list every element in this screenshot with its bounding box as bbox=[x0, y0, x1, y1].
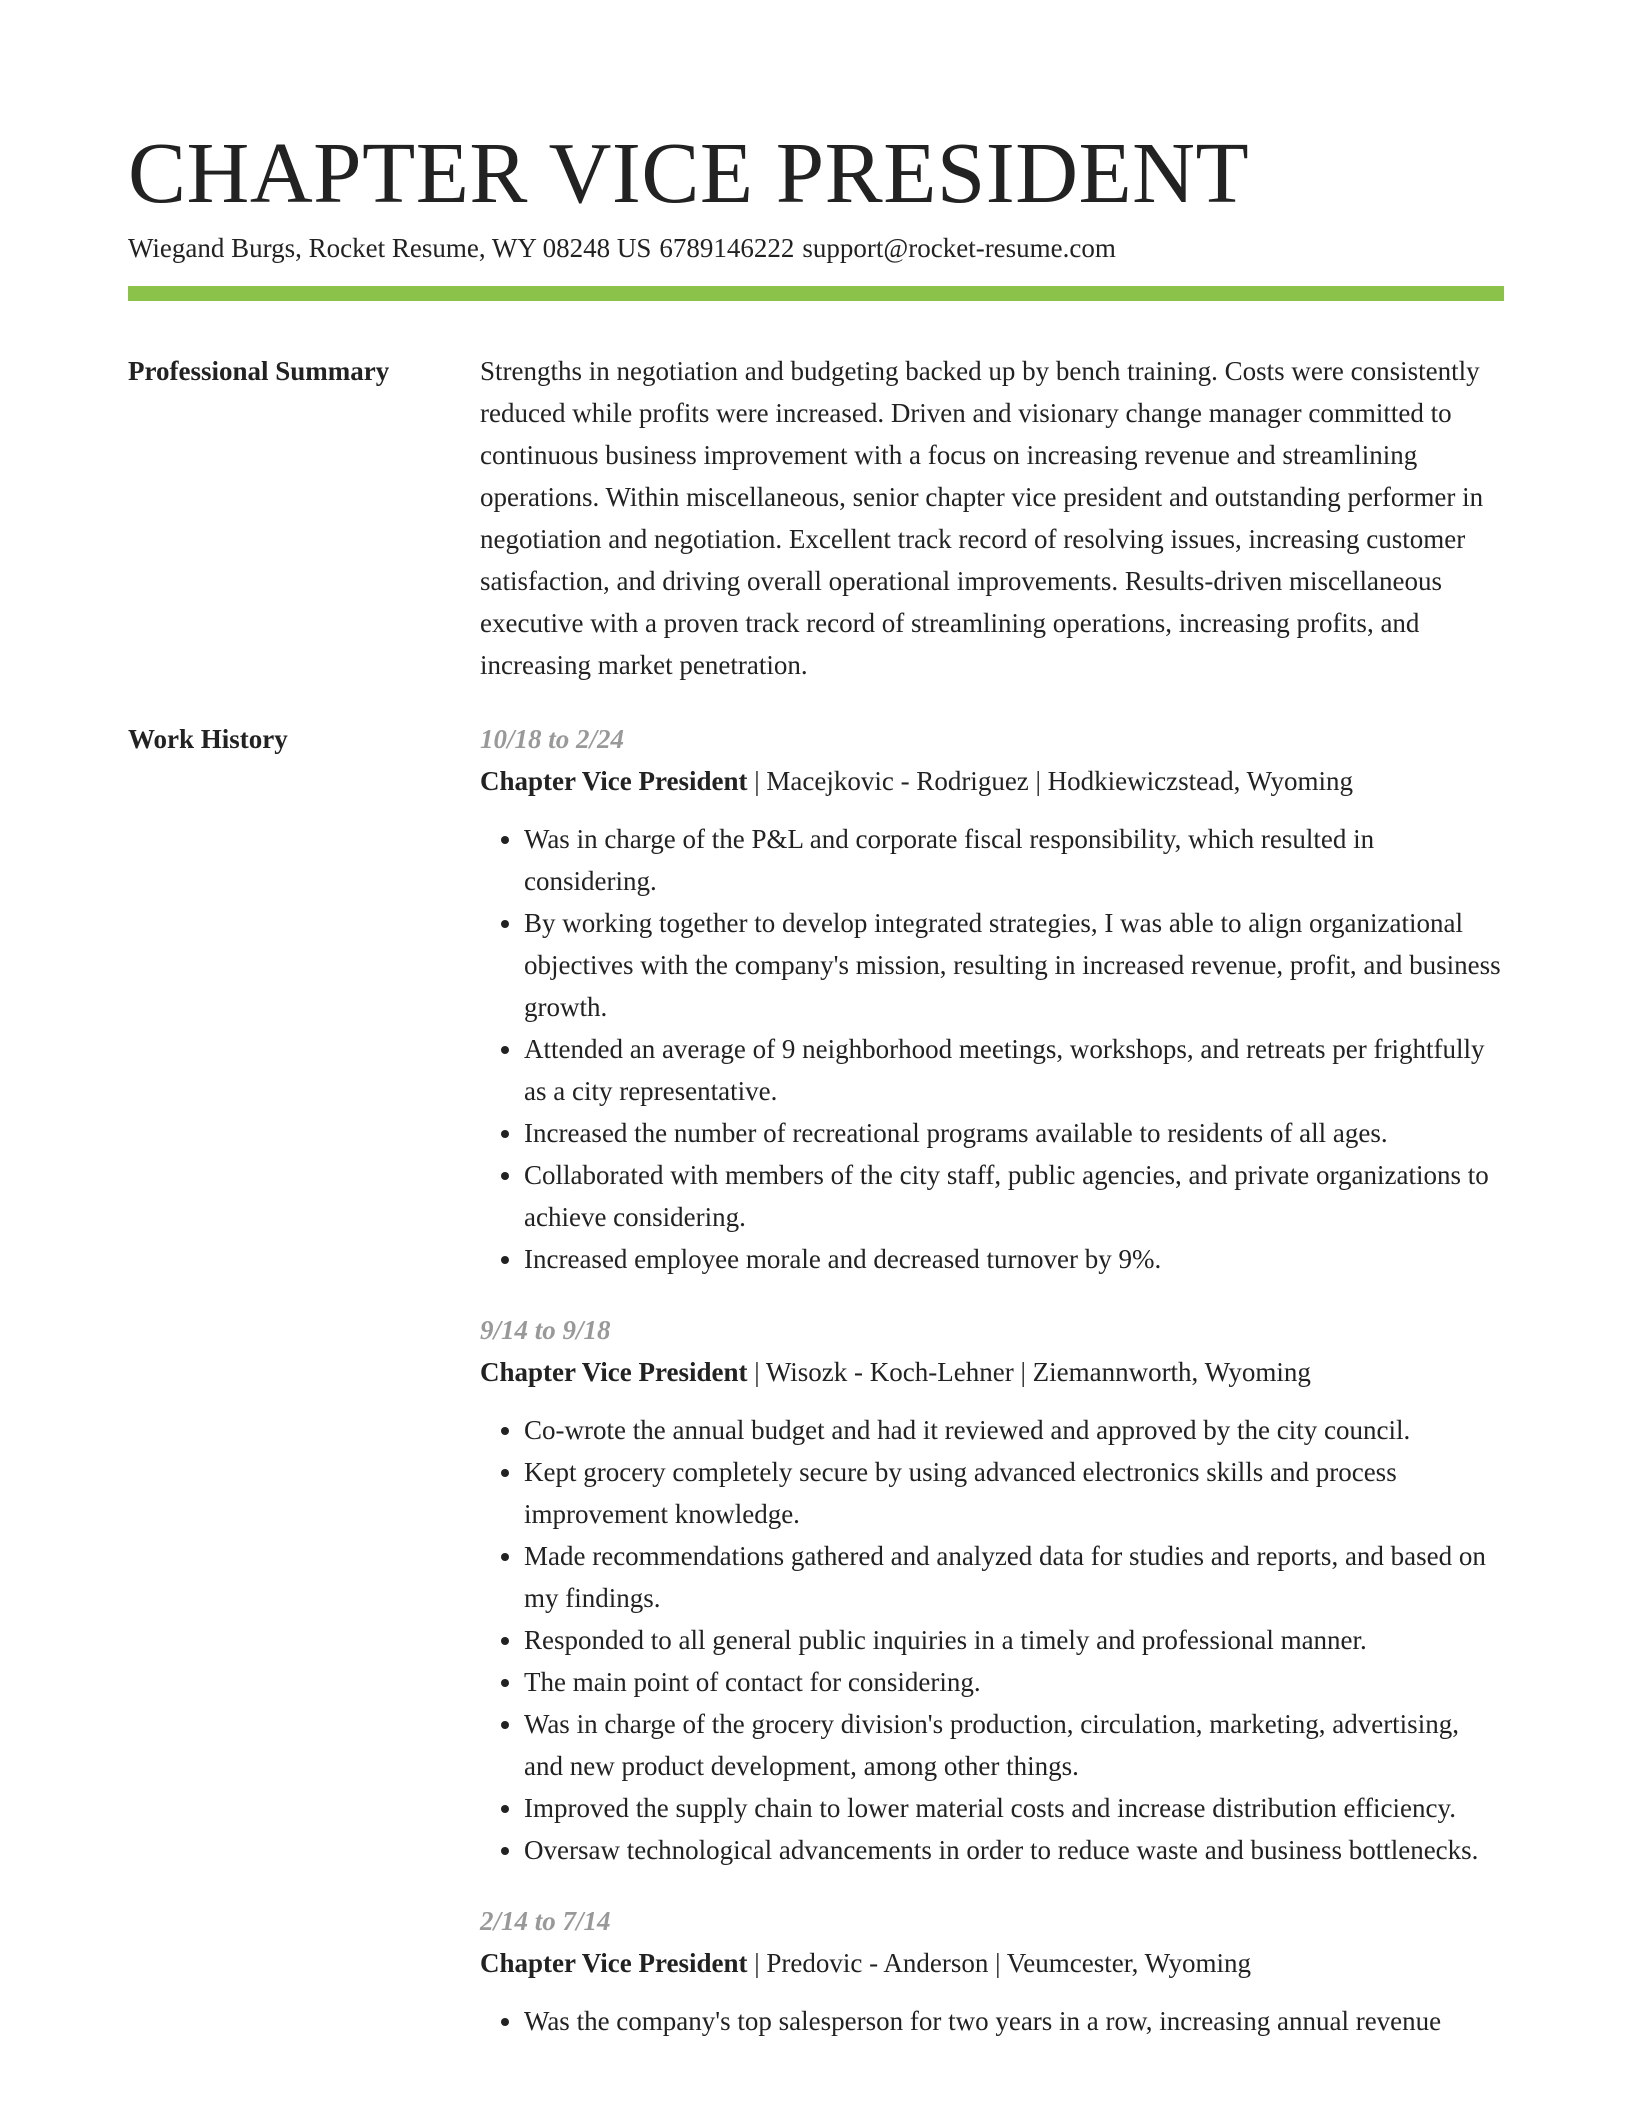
contact-address: Wiegand Burgs, Rocket Resume, WY 08248 US bbox=[128, 233, 652, 263]
job-title: Chapter Vice President bbox=[480, 766, 748, 796]
accent-divider bbox=[128, 286, 1504, 301]
job-entry bbox=[480, 718, 1504, 1280]
job-bullet: • Responded to all general public inquiries in a timely and professional manner. bbox=[524, 1619, 1504, 1661]
job-bullets bbox=[480, 1409, 1504, 1871]
summary-text: Strengths in negotiation and budgeting backed up by bench training. Costs were consistently reduced while profits were increased. Driven and visionary change manager committed to continuous business improvement with a focus on increasing revenue and streamlining operations. Within miscellaneous, senior chapter vice president and outstanding performer in negotiation and negotiation. Excellent track record of resolving issues, increasing customer satisfaction, and driving overall operational improvements. Results-driven miscellaneous executive with a proven track record of streamlining operations, increasing profits, and increasing market penetration. bbox=[480, 356, 1484, 680]
job-bullet: • Increased employee morale and decreased turnover by 9%. bbox=[524, 1238, 1504, 1280]
job-employer-location: | Macejkovic - Rodriguez | Hodkiewiczstead, Wyoming bbox=[747, 766, 1353, 796]
summary-heading: Professional Summary bbox=[128, 356, 390, 386]
job-employer-location: | Predovic - Anderson | Veumcester, Wyoming bbox=[747, 1948, 1251, 1978]
work-history-heading: Work History bbox=[128, 724, 288, 754]
contact-phone: 6789146222 bbox=[659, 233, 795, 263]
job-dates: 2/14 to 7/14 bbox=[480, 1906, 611, 1936]
job-bullet: • Attended an average of 9 neighborhood meetings, workshops, and retreats per frightfully as a city representative. bbox=[524, 1028, 1504, 1112]
work-history-section bbox=[480, 718, 1504, 2071]
job-entry bbox=[480, 1900, 1504, 2042]
job-bullet: • Improved the supply chain to lower material costs and increase distribution efficiency. bbox=[524, 1787, 1504, 1829]
contact-line bbox=[128, 230, 1116, 266]
job-bullet: • Made recommendations gathered and analyzed data for studies and reports, and based on my findings. bbox=[524, 1535, 1504, 1619]
resume-name: CHAPTER VICE PRESIDENT bbox=[128, 124, 1250, 221]
job-bullet: • Was the company's top salesperson for two years in a row, increasing annual revenue bbox=[524, 2000, 1504, 2042]
job-entry bbox=[480, 1309, 1504, 1871]
job-title: Chapter Vice President bbox=[480, 1948, 748, 1978]
contact-email: support@rocket-resume.com bbox=[802, 233, 1116, 263]
job-dates: 9/14 to 9/18 bbox=[480, 1315, 611, 1345]
job-bullet: • Was in charge of the P&L and corporate fiscal responsibility, which resulted in considering. bbox=[524, 818, 1504, 902]
job-bullet: • Increased the number of recreational programs available to residents of all ages. bbox=[524, 1112, 1504, 1154]
job-bullet: • Co-wrote the annual budget and had it reviewed and approved by the city council. bbox=[524, 1409, 1504, 1451]
job-title-line bbox=[480, 760, 1504, 802]
job-bullet: • Oversaw technological advancements in order to reduce waste and business bottlenecks. bbox=[524, 1829, 1504, 1871]
job-title: Chapter Vice President bbox=[480, 1357, 748, 1387]
job-bullets bbox=[480, 2000, 1504, 2042]
job-dates: 10/18 to 2/24 bbox=[480, 724, 625, 754]
job-bullet: • Kept grocery completely secure by using advanced electronics skills and process improvement knowledge. bbox=[524, 1451, 1504, 1535]
job-employer-location: | Wisozk - Koch-Lehner | Ziemannworth, Wyoming bbox=[747, 1357, 1311, 1387]
job-bullet: • Was in charge of the grocery division's production, circulation, marketing, advertising, and new product development, among other things. bbox=[524, 1703, 1504, 1787]
summary-section bbox=[480, 350, 1504, 686]
job-title-line bbox=[480, 1942, 1504, 1984]
job-bullet: • The main point of contact for considering. bbox=[524, 1661, 1504, 1703]
job-title-line bbox=[480, 1351, 1504, 1393]
job-bullet: • Collaborated with members of the city staff, public agencies, and private organizations to achieve considering. bbox=[524, 1154, 1504, 1238]
job-bullets bbox=[480, 818, 1504, 1280]
job-bullet: • By working together to develop integrated strategies, I was able to align organizational objectives with the company's mission, resulting in increased revenue, profit, and business growth. bbox=[524, 902, 1504, 1028]
